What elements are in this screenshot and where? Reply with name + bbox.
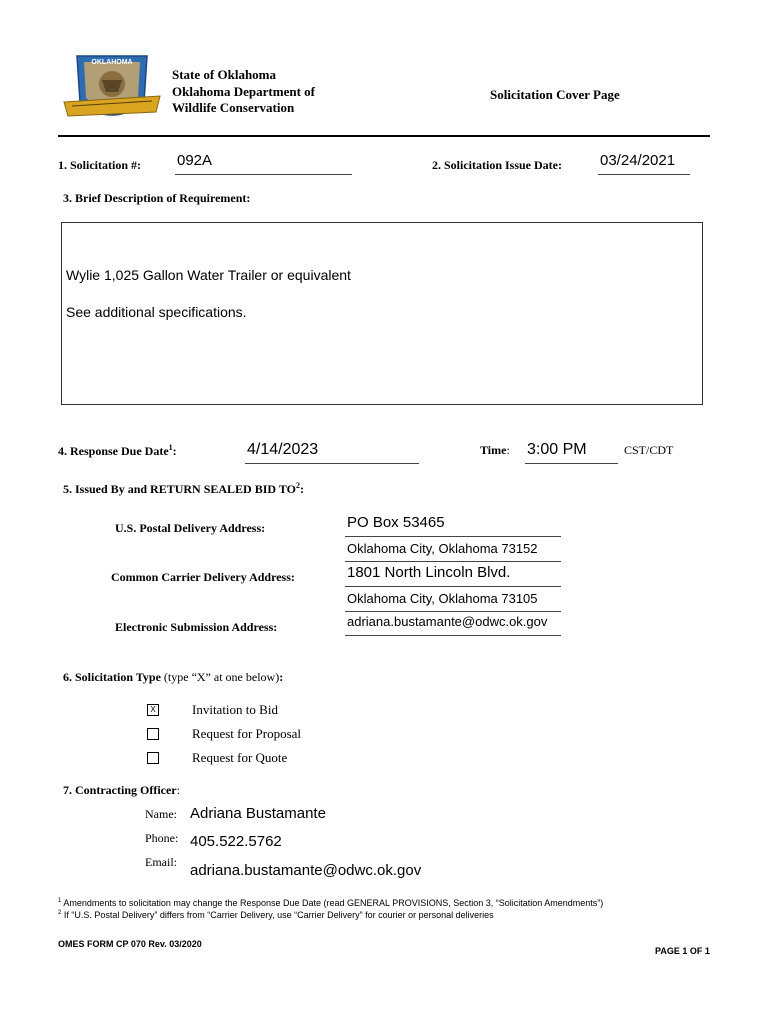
electronic-address-label: Electronic Submission Address:	[115, 620, 278, 634]
response-due-date-field[interactable]: 4/14/2023	[245, 441, 419, 464]
officer-email-value: adriana.bustamante@odwc.ok.gov	[190, 862, 422, 879]
page-title: Solicitation Cover Page	[490, 87, 620, 102]
request-for-quote-checkbox[interactable]	[147, 752, 159, 764]
officer-name-value: Adriana Bustamante	[190, 805, 326, 822]
description-line1: Wylie 1,025 Gallon Water Trailer or equivalent	[66, 267, 351, 283]
seal-lettering: OKLAHOMA	[91, 59, 133, 66]
time-label-text: Time	[480, 443, 507, 457]
postal-address-line1[interactable]: PO Box 53465	[345, 514, 561, 537]
carrier-address-label: Common Carrier Delivery Address:	[111, 570, 295, 584]
agency-name-line3: Wildlife Conservation	[172, 100, 295, 115]
form-identifier: OMES FORM CP 070 Rev. 03/2020	[58, 939, 202, 949]
description-label: 3. Brief Description of Requirement:	[63, 191, 251, 205]
invitation-to-bid-label: Invitation to Bid	[192, 702, 278, 717]
footnote-ref-1: 1	[168, 443, 173, 452]
request-for-proposal-label: Request for Proposal	[192, 726, 302, 741]
request-for-quote-label: Request for Quote	[192, 750, 288, 765]
officer-phone-value: 405.522.5762	[190, 833, 282, 850]
response-due-label	[58, 443, 177, 459]
footnote-ref-2: 2	[295, 481, 300, 490]
electronic-address-field[interactable]: adriana.bustamante@odwc.ok.gov	[345, 614, 561, 636]
page-number: PAGE 1 OF 1	[655, 946, 710, 956]
agency-name-line1: State of Oklahoma	[172, 67, 276, 82]
header-divider	[58, 135, 710, 137]
label-colon: :	[506, 443, 510, 457]
issue-date-field[interactable]: 03/24/2021	[598, 152, 690, 175]
solicitation-number-field[interactable]: 092A	[175, 152, 352, 175]
postal-address-line2[interactable]: Oklahoma City, Oklahoma 73152	[345, 539, 561, 562]
description-box[interactable]	[61, 222, 703, 405]
footnote-1-text: Amendments to solicitation may change the Response Due Date (read GENERAL PROVISIONS, Section 3, “Solicitation Amendments”)	[63, 898, 604, 908]
footnote-2-text: If “U.S. Postal Delivery” differs from “Carrier Delivery, use “Carrier Delivery” for courier or personal deliveries	[63, 910, 494, 920]
time-field[interactable]: 3:00 PM	[525, 441, 618, 464]
officer-email-label: Email:	[145, 855, 177, 869]
carrier-address-line2[interactable]: Oklahoma City, Oklahoma 73105	[345, 589, 561, 612]
label-colon: :	[172, 444, 177, 458]
label-colon: :	[176, 783, 180, 797]
issue-date-label: 2. Solicitation Issue Date:	[432, 158, 562, 172]
request-for-proposal-checkbox[interactable]	[147, 728, 159, 740]
timezone-text: CST/CDT	[624, 443, 674, 457]
agency-seal	[62, 50, 162, 130]
agency-name-line2: Oklahoma Department of	[172, 84, 315, 99]
solicitation-number-label: 1. Solicitation #:	[58, 158, 141, 172]
officer-name-label: Name:	[145, 807, 177, 821]
issued-by-label	[63, 481, 304, 497]
label-colon: :	[299, 482, 304, 496]
footnote-2-number: 2	[58, 910, 62, 916]
solicitation-type-label	[63, 670, 283, 685]
carrier-address-line1[interactable]: 1801 North Lincoln Blvd.	[345, 564, 561, 587]
response-due-label-text: 4. Response Due Date	[58, 444, 169, 458]
solicitation-type-label-bold: 6. Solicitation Type	[63, 670, 161, 684]
footnote-1	[58, 898, 603, 908]
time-label	[480, 443, 510, 458]
solicitation-type-label-rest: (type “X” at one below)	[160, 670, 280, 684]
description-line2: See additional specifications.	[66, 304, 247, 320]
postal-address-label: U.S. Postal Delivery Address:	[115, 521, 266, 535]
contracting-officer-label	[63, 783, 180, 798]
footnote-1-number: 1	[58, 898, 62, 904]
invitation-to-bid-checkbox[interactable]: X	[147, 704, 159, 716]
label-colon: :	[279, 670, 284, 684]
footnote-2	[58, 910, 494, 920]
officer-phone-label: Phone:	[145, 831, 179, 845]
issued-by-label-text: 5. Issued By and RETURN SEALED BID TO	[63, 482, 296, 496]
contracting-officer-label-text: 7. Contracting Officer	[63, 783, 177, 797]
